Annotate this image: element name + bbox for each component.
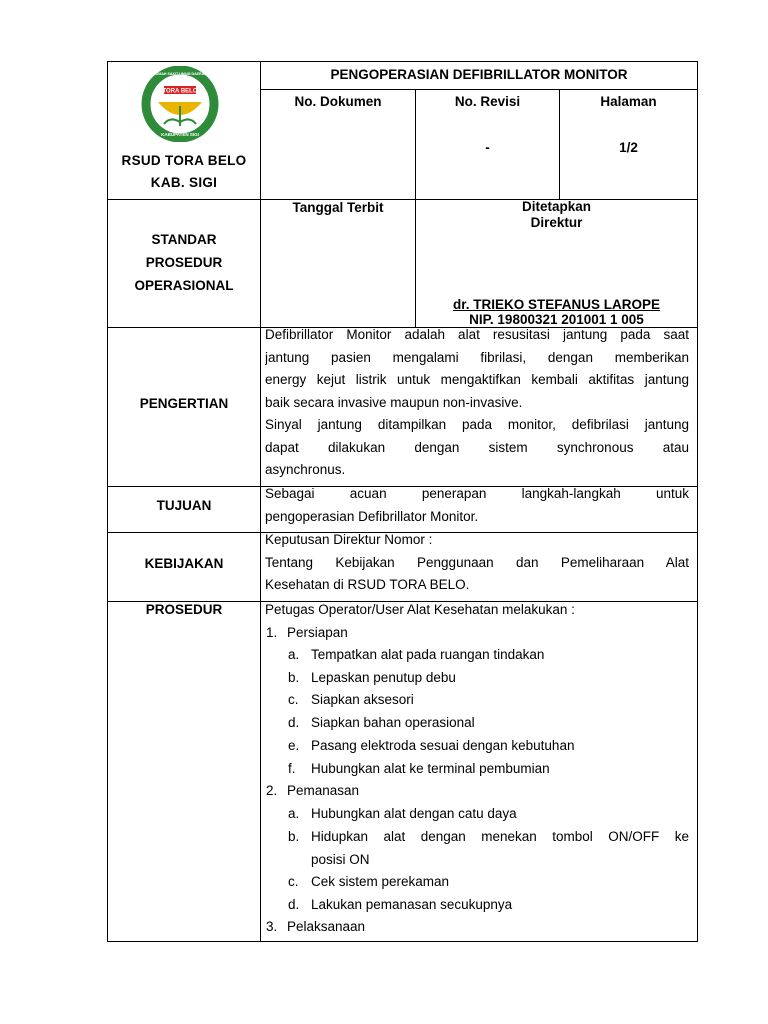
pengertian-line: energy kejut listrik untuk mengaktifkan kembali aktifitas jantung <box>265 372 689 387</box>
director-name: dr. TRIEKO STEFANUS LAROPE <box>452 297 661 312</box>
item-text: Tempatkan alat pada ruangan tindakan <box>311 647 545 662</box>
item-letter: e. <box>288 738 300 753</box>
pengertian-line: Sinyal jantung ditampilkan pada monitor, defibrilasi jantung <box>265 417 689 432</box>
sop-line-2: PROSEDUR <box>145 255 223 270</box>
kebijakan-line: Kesehatan di RSUD TORA BELO. <box>265 577 470 592</box>
revision-value: - <box>485 140 490 155</box>
item-text: Pasang elektroda sesuai dengan kebutuhan <box>311 738 575 753</box>
hospital-line-2: KAB. SIGI <box>150 175 218 190</box>
logo-bottom-text: KABUPATEN SIGI <box>161 132 199 137</box>
section-label-pengertian: PENGERTIAN <box>139 396 229 411</box>
set-by-line-1: Ditetapkan <box>521 199 592 214</box>
pengertian-line: dapat dilakukan dengan sistem synchronous atau <box>265 439 689 455</box>
item-letter: b. <box>288 670 300 685</box>
tujuan-text <box>265 483 689 528</box>
step-number: 2. <box>266 783 278 798</box>
item-text-continued: posisi ON <box>311 852 370 867</box>
item-letter: c. <box>288 692 299 707</box>
section-label-prosedur: PROSEDUR <box>145 602 223 617</box>
sop-label <box>108 228 260 297</box>
section-label-kebijakan: KEBIJAKAN <box>144 556 224 571</box>
item-text: Siapkan aksesori <box>311 692 414 707</box>
item-text: Cek sistem perekaman <box>311 874 450 889</box>
item-letter: f. <box>288 761 296 776</box>
doc-number-label: No. Dokumen <box>294 94 382 109</box>
item-letter: a. <box>288 806 300 821</box>
prosedur-intro: Petugas Operator/User Alat Kesehatan melakukan : <box>265 602 575 617</box>
pengertian-line: Defibrillator Monitor adalah alat resusitasi jantung pada saat <box>265 327 689 342</box>
hospital-name <box>108 152 260 191</box>
item-letter: c. <box>288 874 299 889</box>
item-text: Lakukan pemanasan secukupnya <box>311 897 513 912</box>
kebijakan-line: Tentang Kebijakan Penggunaan dan Pemeliharaan Alat <box>265 554 689 570</box>
director-nip: NIP. 19800321 201001 1 005 <box>469 312 644 327</box>
tujuan-line: Sebagai acuan penerapan langkah-langkah untuk <box>265 486 689 501</box>
item-text: Siapkan bahan operasional <box>311 715 475 730</box>
pengertian-line: baik secara invasive maupun non-invasive. <box>265 394 523 410</box>
sop-line-3: OPERASIONAL <box>134 278 234 293</box>
item-letter: d. <box>288 897 300 912</box>
set-by <box>416 199 697 231</box>
step-title: Pelaksanaan <box>287 919 366 934</box>
pengertian-line: jantung pasien mengalami fibrilasi, dengan memberikan <box>265 349 689 365</box>
page-value: 1/2 <box>619 140 638 155</box>
item-letter: b. <box>288 829 300 844</box>
hospital-logo <box>130 66 230 142</box>
item-letter: d. <box>288 715 300 730</box>
logo-banner-text: TORA BELO <box>162 88 198 95</box>
step-number: 3. <box>266 919 278 934</box>
logo-top-text: RUMAH SAKIT UMUM DAERAH <box>153 72 207 76</box>
item-text: Hubungkan alat ke terminal pembumian <box>311 761 550 776</box>
item-text: Lepaskan penutup debu <box>311 670 456 685</box>
kebijakan-text <box>265 529 689 597</box>
item-text: Hubungkan alat dengan catu daya <box>311 806 517 821</box>
page-label: Halaman <box>600 94 657 109</box>
step-title: Pemanasan <box>287 783 360 798</box>
set-by-line-2: Direktur <box>530 215 583 230</box>
director-signature <box>416 297 697 327</box>
pengertian-line: asynchronus. <box>265 462 346 477</box>
hospital-line-1: RSUD TORA BELO <box>121 153 247 168</box>
sop-line-1: STANDAR <box>151 232 217 247</box>
pengertian-text <box>265 324 689 482</box>
step-title: Persiapan <box>287 625 348 640</box>
item-text: Hidupkan alat dengan menekan tombol ON/OFF ke <box>311 829 689 844</box>
kebijakan-line: Keputusan Direktur Nomor : <box>265 532 433 547</box>
revision-label: No. Revisi <box>454 94 521 109</box>
step-number: 1. <box>266 625 278 640</box>
tujuan-line: pengoperasian Defibrillator Monitor. <box>265 508 479 524</box>
issue-date-label: Tanggal Terbit <box>292 200 384 215</box>
item-letter: a. <box>288 647 300 662</box>
page-title: PENGOPERASIAN DEFIBRILLATOR MONITOR <box>330 67 628 82</box>
section-label-tujuan: TUJUAN <box>156 498 212 513</box>
